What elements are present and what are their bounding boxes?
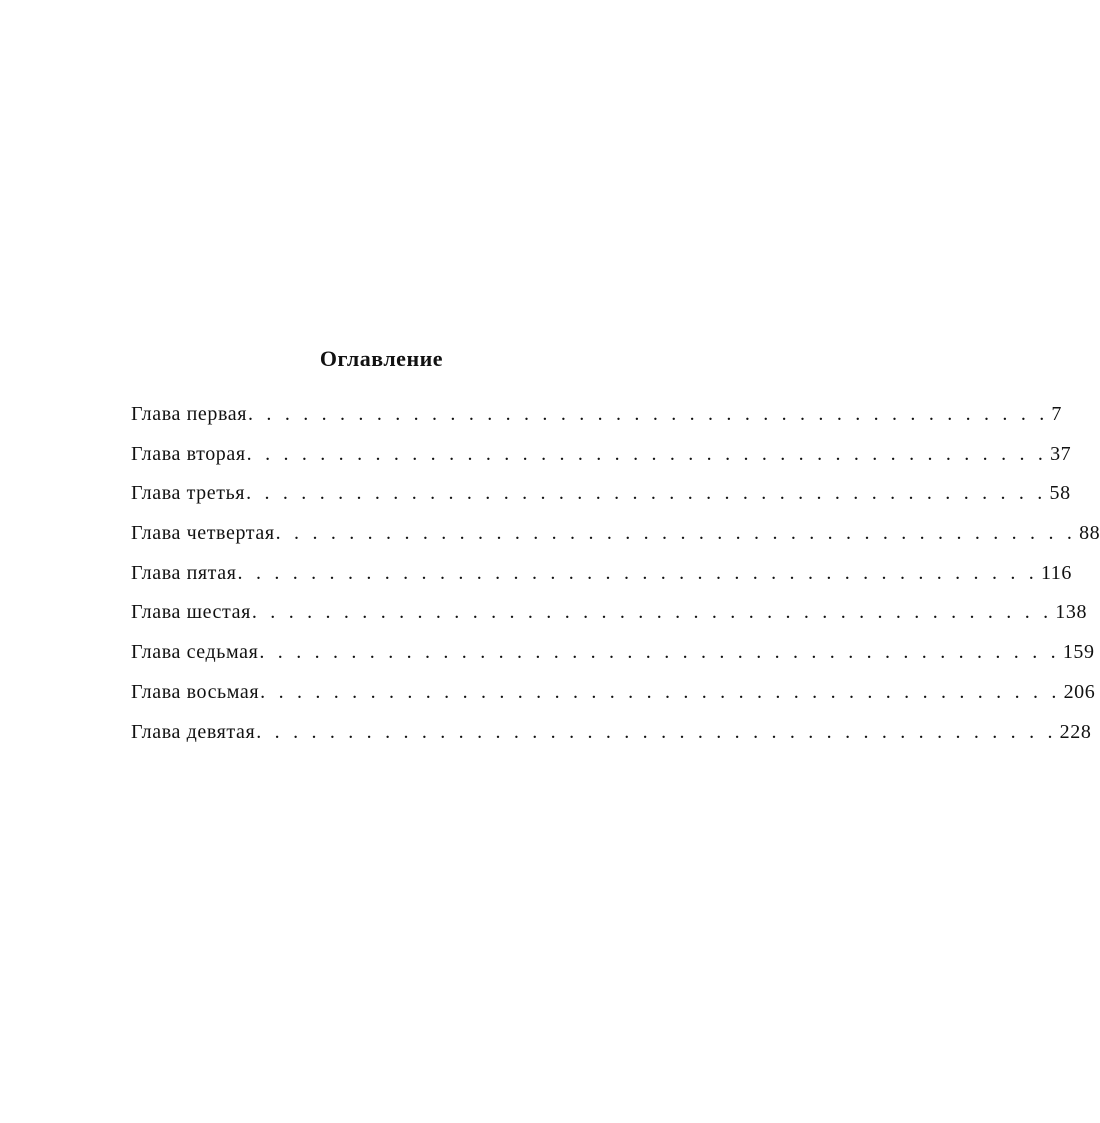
toc-entry-7[interactable]: [131, 641, 1095, 681]
toc-entry-label: Глава первая: [131, 403, 248, 425]
toc-entry-3[interactable]: [131, 482, 1071, 522]
toc-entry-page-number: 206: [1063, 680, 1096, 703]
toc-entry-8[interactable]: [131, 680, 1096, 721]
toc-entry-label: Глава девятая: [131, 720, 256, 743]
dot-leader: . . . . . . . . . . . . . . . . . . . . . . . . . . . . . . . . . . . . . . . . . . . .: [237, 561, 1038, 584]
dot-leader: . . . . . . . . . . . . . . . . . . . . . . . . . . . . . . . . . . . . . . . . . . . .: [259, 641, 1060, 664]
toc-entry-4[interactable]: [131, 522, 1100, 562]
toc-entry-page-number: 37: [1050, 442, 1072, 465]
dot-leader: . . . . . . . . . . . . . . . . . . . . . . . . . . . . . . . . . . . . . . . . . . . .: [246, 482, 1047, 505]
toc-entry-label: Глава седьмая: [131, 641, 259, 664]
toc-title: Оглавление: [319, 346, 444, 371]
dot-leader: . . . . . . . . . . . . . . . . . . . . . . . . . . . . . . . . . . . . . . . . . . . .: [246, 442, 1048, 465]
dot-leader: . . . . . . . . . . . . . . . . . . . . . . . . . . . . . . . . . . . . . . . . . . . .: [256, 720, 1057, 743]
toc-entry-page-number: 138: [1055, 601, 1088, 624]
toc-entry-page-number: 228: [1059, 720, 1092, 743]
dot-leader: . . . . . . . . . . . . . . . . . . . . . . . . . . . . . . . . . . . . . . . . . . . .: [251, 601, 1053, 624]
toc-entry-5[interactable]: [131, 561, 1073, 602]
toc-entry-label: Глава четвертая: [131, 522, 275, 545]
dot-leader: . . . . . . . . . . . . . . . . . . . . . . . . . . . . . . . . . . . . . . . . . . . .: [275, 522, 1077, 545]
toc-entry-2[interactable]: [131, 442, 1072, 483]
dot-leader: . . . . . . . . . . . . . . . . . . . . . . . . . . . . . . . . . . . . . . . . . . . .: [248, 403, 1049, 425]
toc-entry-label: Глава третья: [131, 482, 246, 505]
toc-entry-9[interactable]: [131, 720, 1092, 761]
toc-entry-label: Глава восьмая: [131, 680, 260, 703]
toc-entry-page-number: 58: [1049, 482, 1071, 505]
toc-entry-label: Глава вторая: [131, 442, 246, 465]
dot-leader: . . . . . . . . . . . . . . . . . . . . . . . . . . . . . . . . . . . . . . . . . . . .: [260, 680, 1061, 703]
toc-entry-label: Глава шестая: [131, 601, 251, 624]
toc-entry-6[interactable]: [131, 601, 1088, 641]
table-of-contents: [131, 403, 1100, 760]
toc-entry-1[interactable]: [131, 403, 1063, 443]
toc-entry-label: Глава пятая: [131, 561, 237, 584]
toc-entry-page-number: 116: [1040, 561, 1073, 584]
toc-entry-page-number: 159: [1062, 641, 1095, 664]
toc-entry-page-number: 7: [1051, 403, 1063, 425]
toc-entry-page-number: 88: [1079, 522, 1100, 545]
